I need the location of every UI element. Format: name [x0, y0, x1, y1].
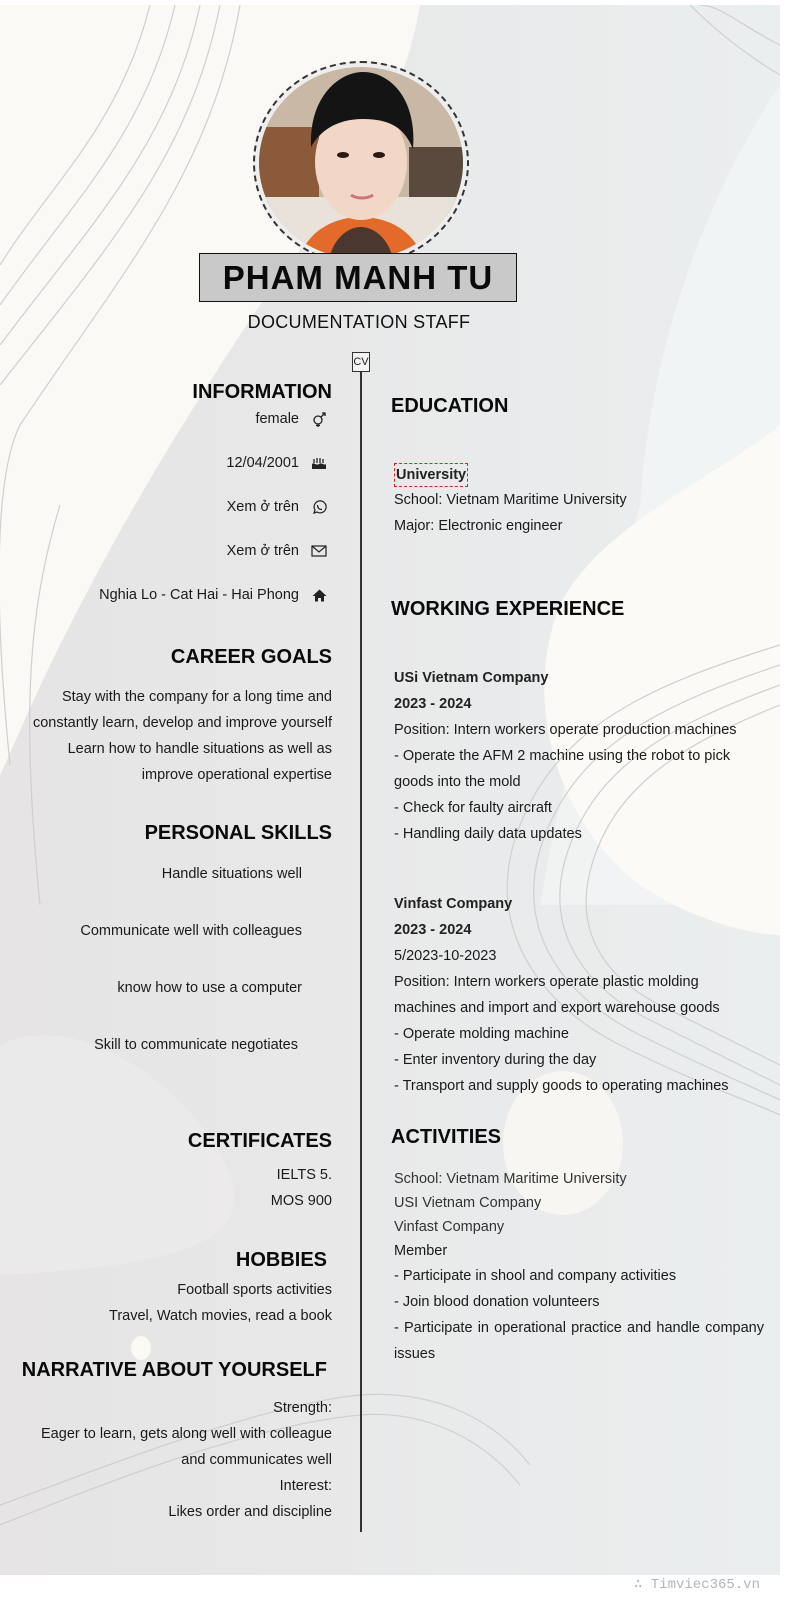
activity-role: Member: [394, 1243, 448, 1259]
skill-item: know how to use a computer: [117, 980, 302, 996]
job-period: 2023 - 2024: [394, 922, 472, 938]
hobby-item: Football sports activities: [177, 1282, 332, 1298]
job-line: - Operate molding machine: [394, 1026, 569, 1042]
section-title-career-goals: CAREER GOALS: [170, 646, 332, 668]
info-email: [227, 543, 327, 559]
phone-value: Xem ở trên: [226, 499, 299, 515]
education-level[interactable]: University: [394, 463, 468, 487]
home-icon: [311, 587, 327, 603]
narrative-line: Eager to learn, gets along well with colleague: [41, 1426, 332, 1442]
experience-job: [394, 665, 764, 847]
career-goals-text: [33, 684, 332, 788]
activity-line: - Join blood donation volunteers: [394, 1294, 600, 1310]
job-line: Position: Intern workers operate plastic molding machines and import and export warehouse goods: [394, 974, 720, 1016]
profile-photo: [259, 67, 463, 259]
section-title-working-experience: WORKING EXPERIENCE: [391, 598, 625, 620]
activities-entry: [394, 1167, 764, 1367]
info-birthday: [226, 455, 327, 471]
activity-line: - Participate in operational practice and handle company issues: [394, 1320, 764, 1362]
skill-item: Handle situations well: [161, 866, 302, 882]
certificate-item: IELTS 5.: [276, 1167, 332, 1183]
info-address: [99, 587, 327, 603]
education-school: School: Vietnam Maritime University: [394, 492, 627, 508]
watermark: ∴ Timviec365.vn: [633, 1577, 760, 1593]
narrative-text: [41, 1395, 332, 1525]
job-line: - Enter inventory during the day: [394, 1052, 597, 1068]
education-major: Major: Electronic engineer: [394, 518, 563, 534]
job-line: - Check for faulty aircraft: [394, 800, 552, 816]
gender-value: female: [255, 411, 299, 427]
activity-org: School: Vietnam Maritime University: [394, 1171, 627, 1187]
birthday-cake-icon: [311, 455, 327, 471]
career-goal-line: constantly learn, develop and improve yourself: [32, 715, 332, 731]
career-goal-line: Learn how to handle situations as well as: [67, 741, 332, 757]
job-line: - Handling daily data updates: [394, 826, 582, 842]
career-goal-line: Stay with the company for a long time and: [61, 689, 332, 705]
skill-item: Skill to communicate negotiates: [94, 1037, 298, 1053]
skill-item: Communicate well with colleagues: [80, 923, 302, 939]
envelope-icon: [311, 543, 327, 559]
avatar: [253, 61, 469, 265]
job-line: - Operate the AFM 2 machine using the robot to pick goods into the mold: [394, 748, 731, 790]
certificates-list: [271, 1162, 332, 1214]
narrative-line: Likes order and discipline: [168, 1504, 332, 1520]
section-title-information: INFORMATION: [192, 381, 332, 403]
cv-page: [0, 5, 780, 1575]
job-company: USi Vietnam Company: [394, 670, 549, 686]
job-line: - Transport and supply goods to operating machines: [394, 1078, 729, 1094]
hobby-item: Travel, Watch movies, read a book: [109, 1308, 332, 1324]
education-entry: [394, 463, 764, 539]
narrative-line: and communicates well: [181, 1452, 332, 1468]
job-line: 5/2023-10-2023: [394, 948, 497, 964]
timeline-divider: [360, 372, 362, 1532]
cv-badge: CV: [352, 352, 370, 372]
career-goal-line: improve operational expertise: [141, 767, 332, 783]
info-gender: [255, 411, 327, 427]
activity-line: - Participate in shool and company activities: [394, 1268, 677, 1284]
section-title-education: EDUCATION: [391, 395, 509, 417]
job-line: Position: Intern workers operate production machines: [394, 722, 737, 738]
phone-icon: [311, 499, 327, 515]
job-period: 2023 - 2024: [394, 696, 472, 712]
candidate-name: PHAM MANH TU: [199, 253, 517, 302]
section-title-certificates: CERTIFICATES: [187, 1130, 332, 1152]
job-company: Vinfast Company: [394, 896, 513, 912]
birthday-value: 12/04/2001: [226, 455, 299, 471]
section-title-activities: ACTIVITIES: [391, 1126, 502, 1148]
section-title-narrative: NARRATIVE ABOUT YOURSELF: [21, 1359, 327, 1381]
activity-org: Vinfast Company: [394, 1219, 505, 1235]
section-title-personal-skills: PERSONAL SKILLS: [144, 822, 332, 844]
info-phone: [227, 499, 327, 515]
activity-org: USI Vietnam Company: [394, 1195, 542, 1211]
narrative-line: Strength:: [273, 1400, 332, 1416]
certificate-item: MOS 900: [270, 1193, 332, 1209]
section-title-hobbies: HOBBIES: [235, 1249, 327, 1271]
narrative-line: Interest:: [279, 1478, 332, 1494]
email-value: Xem ở trên: [226, 543, 299, 559]
gender-icon: [311, 411, 327, 427]
address-value: Nghia Lo - Cat Hai - Hai Phong: [99, 587, 299, 603]
experience-job: [394, 891, 764, 1099]
hobbies-list: [109, 1277, 332, 1329]
job-title: DOCUMENTATION STAFF: [247, 312, 471, 332]
